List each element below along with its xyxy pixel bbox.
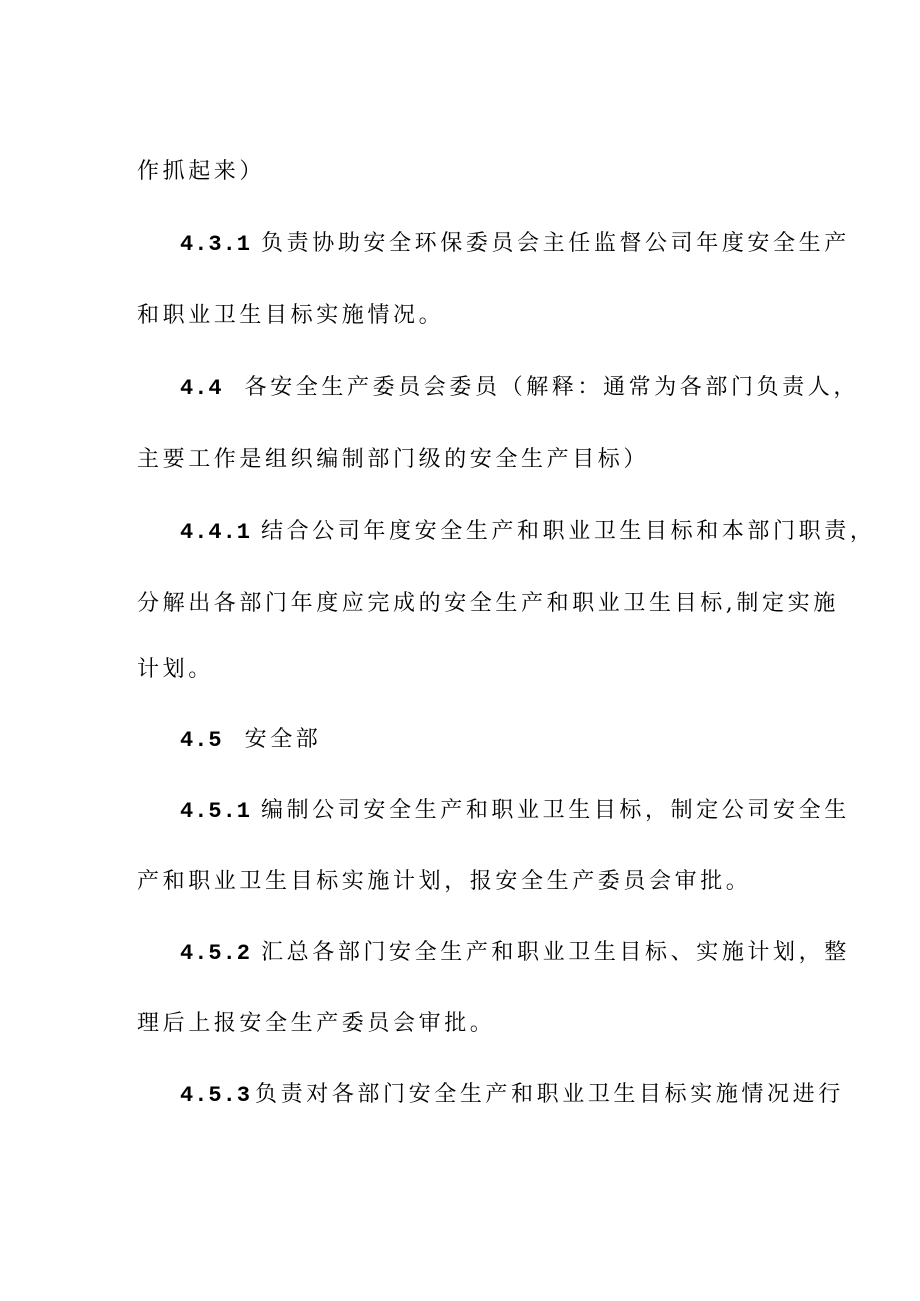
clause-text: 安全部 [244, 727, 322, 752]
clause-text: 结合公司年度安全生产和职业卫生目标和本部门职责， [261, 519, 876, 544]
clause-number: 4.5.1 [180, 799, 252, 824]
clause-number: 4.4.1 [180, 520, 252, 545]
body-line [137, 296, 444, 336]
clause-4-5-3-line [180, 1075, 844, 1115]
clause-4-5-1-line [180, 791, 850, 831]
clause-4-4-line [180, 368, 859, 408]
body-text: 产和职业卫生目标实施计划，报安全生产委员会审批。 [137, 869, 752, 894]
body-line [137, 1004, 495, 1044]
clause-text: 负责协助安全环保委员会主任监督公司年度安全生产 [261, 231, 850, 256]
clause-number: 4.3.1 [180, 232, 252, 257]
body-text: 和职业卫生目标实施情况。 [137, 303, 445, 328]
body-text: 作抓起来） [137, 159, 266, 184]
clause-4-3-1-line [180, 224, 850, 264]
clause-text: 各安全生产委员会委员（解释：通常为各部门负责人， [244, 375, 860, 400]
body-line [137, 584, 839, 624]
body-text: 分解出各部门年度应完成的安全生产和职业卫生目标,制定实施 [137, 591, 839, 616]
body-text: 主要工作是组织编制部门级的安全生产目标） [137, 447, 650, 472]
clause-4-5-2-line [180, 933, 850, 973]
clause-number: 4.5.2 [180, 941, 252, 966]
body-line [137, 650, 214, 690]
body-line [137, 440, 649, 480]
clause-text: 负责对各部门安全生产和职业卫生目标实施情况进行 [255, 1082, 844, 1107]
clause-4-5-line [180, 720, 321, 760]
clause-text: 编制公司安全生产和职业卫生目标，制定公司安全生 [261, 798, 850, 823]
body-line [137, 152, 265, 192]
body-text: 计划。 [137, 657, 214, 682]
body-line [137, 862, 751, 902]
clause-number: 4.4 [180, 376, 223, 401]
clause-text: 汇总各部门安全生产和职业卫生目标、实施计划，整 [261, 940, 850, 965]
body-text: 理后上报安全生产委员会审批。 [137, 1011, 496, 1036]
clause-number: 4.5.3 [180, 1083, 252, 1108]
clause-4-4-1-line [180, 512, 875, 552]
clause-number: 4.5 [180, 728, 223, 753]
